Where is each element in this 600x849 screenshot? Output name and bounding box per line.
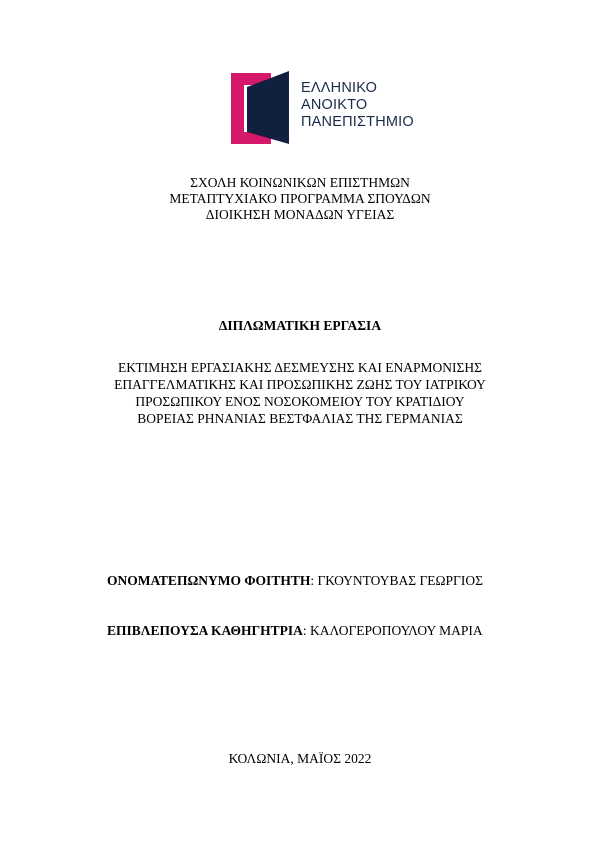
program-name: ΜΕΤΑΠΤΥΧΙΑΚΟ ΠΡΟΓΡΑΜΜΑ ΣΠΟΥΔΩΝ	[169, 191, 431, 206]
program-specialization: ΔΙΟΙΚΗΣΗ ΜΟΝΑΔΩΝ ΥΓΕΙΑΣ	[205, 207, 395, 222]
thesis-title-line: ΒΟΡΕΙΑΣ ΡΗΝΑΝΙΑΣ ΒΕΣΤΦΑΛΙΑΣ ΤΗΣ ΓΕΡΜΑΝΙΑΣ	[137, 411, 463, 426]
advisor-label: ΕΠΙΒΛΕΠΟΥΣΑ ΚΑΘΗΓΗΤΡΙΑ	[107, 623, 303, 638]
advisor-name: : ΚΑΛΟΓΕΡΟΠΟΥΛΟΥ ΜΑΡΙΑ	[302, 623, 483, 638]
logo-wordmark	[301, 80, 414, 131]
school-block	[0, 175, 600, 223]
thesis-title-line: ΠΡΟΣΩΠΙΚΟΥ ΕΝΟΣ ΝΟΣΟΚΟΜΕΙΟΥ ΤΟΥ ΚΡΑΤΙΔΙΟΥ	[135, 394, 465, 409]
logo-book-icon	[231, 71, 297, 144]
thesis-label: ΔΙΠΛΩΜΑΤΙΚΗ ΕΡΓΑΣΙΑ	[218, 318, 382, 333]
thesis-title	[0, 359, 600, 427]
student-info	[107, 573, 483, 589]
thesis-title-line: ΕΚΤΙΜΗΣΗ ΕΡΓΑΣΙΑΚΗΣ ΔΕΣΜΕΥΣΗΣ ΚΑΙ ΕΝΑΡΜΟΝΙΣΗΣ	[118, 360, 482, 375]
logo-line: ΠΑΝΕΠΙΣΤΗΜΙΟ	[301, 114, 414, 130]
logo-line: ΕΛΛΗΝΙΚΟ	[301, 80, 378, 96]
student-name: : ΓΚΟΥΝΤΟΥΒΑΣ ΓΕΩΡΓΙΟΣ	[310, 573, 483, 588]
place-date: ΚΟΛΩΝΙΑ, ΜΑΪΟΣ 2022	[228, 751, 372, 766]
university-logo	[231, 71, 431, 146]
school-name: ΣΧΟΛΗ ΚΟΙΝΩΝΙΚΩΝ ΕΠΙΣΤΗΜΩΝ	[190, 175, 410, 190]
logo-line: ΑΝΟΙΚΤΟ	[301, 97, 368, 113]
advisor-info	[107, 623, 483, 639]
student-label: ΟΝΟΜΑΤΕΠΩΝΥΜΟ ΦΟΙΤΗΤΗ	[107, 573, 311, 588]
thesis-title-line: ΕΠΑΓΓΕΛΜΑΤΙΚΗΣ ΚΑΙ ΠΡΟΣΩΠΙΚΗΣ ΖΩΗΣ ΤΟΥ ΙΑΤΡΙΚΟΥ	[114, 377, 486, 392]
